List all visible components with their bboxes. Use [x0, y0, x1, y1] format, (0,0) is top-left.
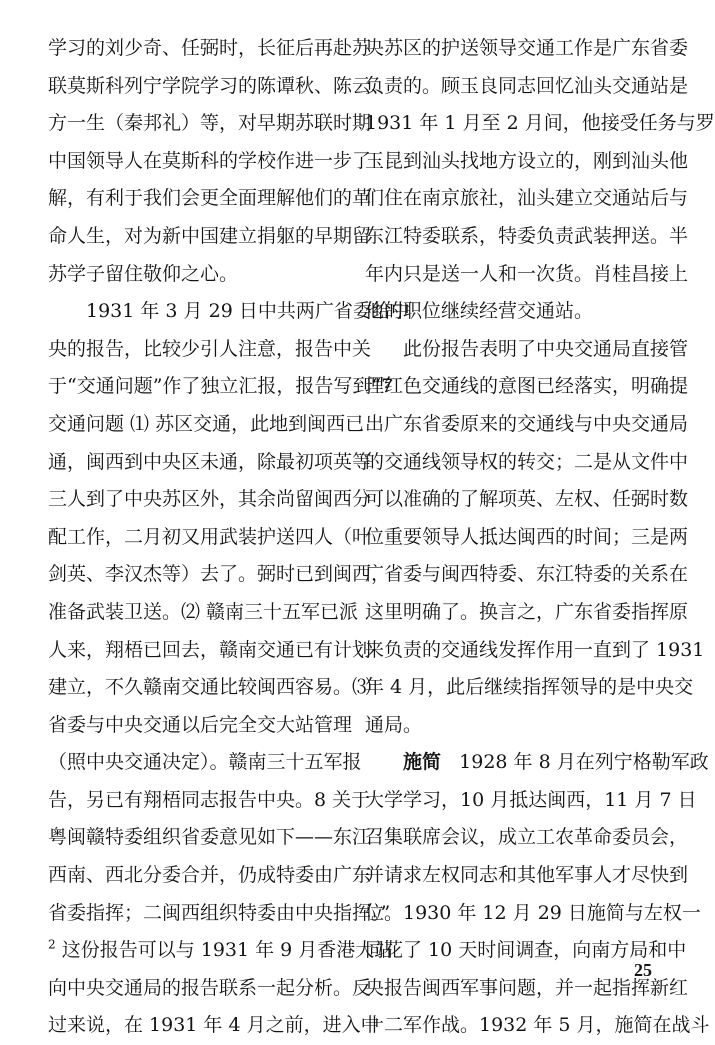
text-line: 于“交通问题”作了独立汇报，报告写到“7 — [48, 375, 394, 398]
text-line: 位。1930 年 12 月 29 日施简与左权一 — [365, 901, 701, 924]
text-line: 向中央交通局的报告联系一起分析。反 — [48, 976, 372, 999]
text-line: 通局。 — [365, 713, 423, 736]
text-line: 通，闽西到中央区未通，除最初项英等 — [48, 450, 372, 473]
text-line: 命人生，对为新中国建立捐躯的早期留 — [48, 224, 372, 247]
text-line: 并请求左权同志和其他军事人才尽快到 — [365, 864, 689, 887]
text-line: 告，另已有翔梧同志报告中央。8 关于 — [48, 788, 371, 811]
text-line: 央的报告，比较少引人注意，报告中关 — [48, 337, 372, 360]
text-line: 央苏区的护送领导交通工作是广东省委 — [365, 37, 689, 59]
text-line: 配工作，二月初又用武装护送四人（叶 — [48, 525, 372, 548]
text-line: 负责的。顾玉良同志回忆汕头交通站是 — [365, 74, 689, 97]
text-line: 召集联席会议，成立工农革命委员会， — [365, 826, 689, 849]
text-line: 建立，不久赣南交通比较闽西容易。⑶ — [48, 676, 372, 699]
right-column — [365, 30, 715, 1045]
text-line: 大学学习，10 月抵达闽西，11 月 7 日 — [365, 788, 697, 811]
text-line: 可以准确的了解项英、左权、任弼时数 — [365, 488, 689, 511]
text-line: 这里明确了。换言之，广东省委指挥原 — [365, 600, 689, 623]
text-line: 苏学子留住敬仰之心。 — [48, 262, 239, 285]
text-line: 三人到了中央苏区外，其余尚留闽西分 — [48, 488, 372, 511]
text-line: 过来说，在 1931 年 4 月之前，进入中 — [48, 1014, 380, 1037]
text-line: 们住在南京旅社，汕头建立交通站后与 — [365, 187, 689, 210]
page-number: 25 — [634, 960, 652, 980]
left-column — [48, 30, 410, 1045]
text-line: 这份报告可以与 1931 年 9 月香港大站 — [61, 939, 394, 962]
text-line: 剑英、李汉杰等）去了。弼时已到闽西， — [48, 563, 391, 586]
text-line: 学习的刘少奇、任弼时，长征后再赴苏 — [48, 37, 372, 59]
text-line: 同花了 10 天时间调查，向南方局和中 — [365, 939, 687, 962]
text-line: 粤闽赣特委组织省委意见如下——东江 — [48, 826, 372, 849]
text-line: 交通问题 ⑴ 苏区交通，此地到闽西已 — [48, 412, 365, 435]
text-line: 东江特委联系，特委负责武装押送。半 — [365, 224, 689, 247]
text-line: 人来，翔梧已回去，赣南交通已有计划 — [48, 638, 372, 661]
footnote-mark: 2 — [48, 937, 56, 952]
text-line: 位重要领导人抵达闽西的时间；三是两 — [365, 525, 689, 548]
text-line: 省委指挥；二闽西组织特委由中央指挥。” — [48, 901, 391, 924]
text-line: 的交通线领导权的转交；二是从文件中 — [365, 450, 689, 473]
text-line: 年内只是送一人和一次货。肖桂昌接上 — [365, 262, 689, 285]
text-line: 央报告闽西军事问题，并一起指挥新红 — [365, 976, 689, 999]
text-line: 1928 年 8 月在列宁格勒军政 — [459, 751, 709, 774]
text-line: 十二军作战。1932 年 5 月，施简在战斗 — [365, 1014, 710, 1037]
text-line: 方一生（秦邦礼）等，对早期苏联时期 — [48, 112, 372, 135]
text-line: （照中央交通决定）。赣南三十五军报 — [48, 751, 362, 774]
text-line: 理红色交通线的意图已经落实，明确提 — [365, 375, 689, 398]
text-line: 准备武装卫送。⑵ 赣南三十五军已派 — [48, 600, 359, 623]
paragraph-start-line — [365, 744, 709, 782]
text-line: 来负责的交通线发挥作用一直到了 1931 — [365, 638, 705, 661]
text-line: 联莫斯科列宁学院学习的陈谭秋、陈云、 — [48, 74, 391, 97]
text-line: 省委与中央交通以后完全交大站管理 — [48, 713, 353, 736]
text-line: 他的职位继续经营交通站。 — [365, 300, 594, 323]
section-name: 施简 — [403, 751, 442, 774]
paragraph-start-line: 1931 年 3 月 29 日中共两广省委给中 — [86, 300, 410, 323]
paragraph-start-line: 此份报告表明了中央交通局直接管 — [403, 337, 689, 360]
text-line-with-footnote — [48, 932, 394, 970]
text-line: 出广东省委原来的交通线与中央交通局 — [365, 412, 689, 435]
text-line: 玉昆到汕头找地方设立的，刚到汕头他 — [365, 149, 689, 172]
text-line: 年 4 月，此后继续指挥领导的是中央交 — [365, 676, 694, 699]
text-line: 广省委与闽西特委、东江特委的关系在 — [365, 563, 689, 586]
text-line: 1931 年 1 月至 2 月间，他接受任务与罗 — [365, 112, 715, 135]
text-line: 西南、西北分委合并，仍成特委由广东 — [48, 864, 372, 887]
text-line: 解，有利于我们会更全面理解他们的革 — [48, 187, 372, 210]
text-line: 中国领导人在莫斯科的学校作进一步了 — [48, 149, 372, 172]
